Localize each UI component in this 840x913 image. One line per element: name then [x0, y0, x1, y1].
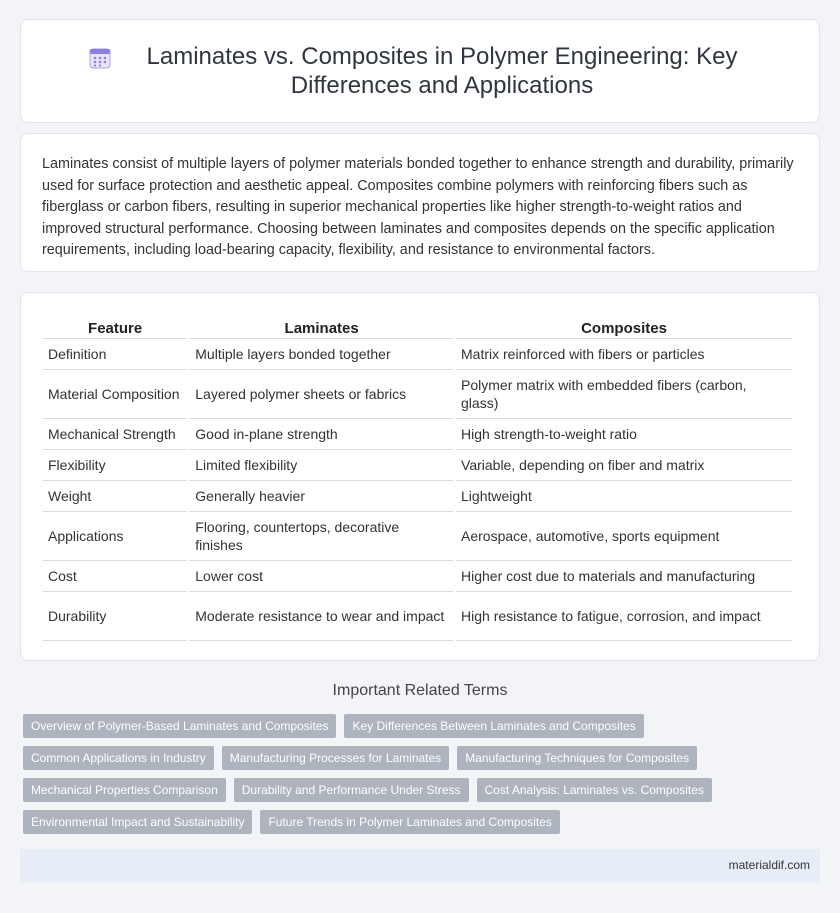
table-row: [43, 512, 792, 561]
table-header-row: [43, 312, 792, 339]
intro-card: [20, 133, 820, 272]
table-cell-laminates: Flooring, countertops, decorative finishes: [190, 512, 453, 561]
tag-row: [23, 778, 823, 802]
table-row: [43, 592, 792, 641]
related-term-tag[interactable]: Cost Analysis: Laminates vs. Composites: [477, 778, 712, 802]
title-wrap: [40, 42, 800, 100]
table-row: [43, 339, 792, 370]
table-cell-feature: Flexibility: [43, 450, 187, 481]
table-cell-laminates: Moderate resistance to wear and impact: [190, 592, 453, 641]
title-card: [20, 19, 820, 123]
related-term-tag[interactable]: Common Applications in Industry: [23, 746, 214, 770]
related-term-tag[interactable]: Durability and Performance Under Stress: [234, 778, 469, 802]
related-terms-title: Important Related Terms: [332, 682, 508, 699]
header-composites: Composites: [456, 312, 792, 339]
table-cell-composites: Polymer matrix with embedded fibers (carbon, glass): [456, 370, 792, 419]
related-term-tag[interactable]: Manufacturing Techniques for Composites: [457, 746, 697, 770]
table-row: [43, 419, 792, 450]
related-term-tag[interactable]: Overview of Polymer-Based Laminates and Composites: [23, 714, 336, 738]
table-cell-laminates: Good in-plane strength: [190, 419, 453, 450]
tag-row: [23, 746, 823, 770]
tag-row: [23, 810, 823, 834]
page-title: Laminates vs. Composites in Polymer Engineering: Key Differences and Applications: [146, 43, 738, 99]
table-cell-feature: Applications: [43, 512, 187, 561]
table-row: [43, 561, 792, 592]
table-cell-composites: Higher cost due to materials and manufacturing: [456, 561, 792, 592]
table-row: [43, 370, 792, 419]
table-cell-laminates: Lower cost: [190, 561, 453, 592]
table-cell-feature: Material Composition: [43, 370, 187, 419]
table-cell-composites: Lightweight: [456, 481, 792, 512]
related-term-tag[interactable]: Manufacturing Processes for Laminates: [222, 746, 449, 770]
footer-site-name: materialdif.com: [728, 858, 810, 872]
comparison-card: [20, 292, 820, 661]
table-cell-laminates: Multiple layers bonded together: [190, 339, 453, 370]
table-cell-feature: Cost: [43, 561, 187, 592]
table-cell-laminates: Generally heavier: [190, 481, 453, 512]
related-term-tag[interactable]: Key Differences Between Laminates and Composites: [344, 714, 643, 738]
table-cell-laminates: Limited flexibility: [190, 450, 453, 481]
table-row: [43, 481, 792, 512]
table-cell-laminates: Layered polymer sheets or fabrics: [190, 370, 453, 419]
table-cell-composites: Aerospace, automotive, sports equipment: [456, 512, 792, 561]
related-terms-list: [23, 714, 823, 842]
related-term-tag[interactable]: Environmental Impact and Sustainability: [23, 810, 252, 834]
table-cell-feature: Durability: [43, 592, 187, 641]
table-cell-composites: Matrix reinforced with fibers or particles: [456, 339, 792, 370]
intro-paragraph: Laminates consist of multiple layers of polymer materials bonded together to enhance strength and durability, primarily used for surface protection and aesthetic appeal. Composites combine polymers with reinforcing fibers such as fiberglass or carbon fibers, resulting in superior mechanical properties like higher strength-to-weight ratios and improved structural performance. Choosing between laminates and composites depends on the specific application requirements, including load-bearing capacity, flexibility, and resistance to environmental factors.: [42, 156, 794, 258]
related-term-tag[interactable]: Future Trends in Polymer Laminates and Composites: [260, 810, 559, 834]
table-cell-feature: Definition: [43, 339, 187, 370]
table-cell-composites: High resistance to fatigue, corrosion, and impact: [456, 592, 792, 641]
table-row: [43, 450, 792, 481]
table-cell-composites: Variable, depending on fiber and matrix: [456, 450, 792, 481]
tag-row: [23, 714, 823, 738]
footer-bar: [20, 849, 820, 882]
calendar-grid-icon: [88, 46, 112, 70]
table-cell-feature: Weight: [43, 481, 187, 512]
related-term-tag[interactable]: Mechanical Properties Comparison: [23, 778, 226, 802]
header-laminates: Laminates: [190, 312, 453, 339]
table-cell-feature: Mechanical Strength: [43, 419, 187, 450]
comparison-table: [40, 312, 795, 641]
table-cell-composites: High strength-to-weight ratio: [456, 419, 792, 450]
header-feature: Feature: [43, 312, 187, 339]
